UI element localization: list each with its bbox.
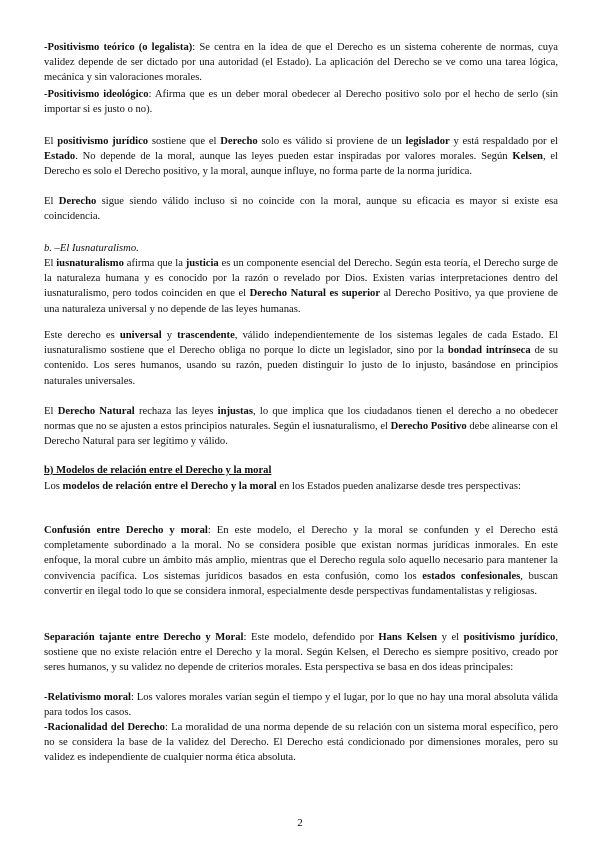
text-run: Derecho Natural bbox=[57, 406, 135, 417]
text-run: modelos de relación entre el Derecho y la moral bbox=[62, 481, 277, 492]
paragraph-relativismo bbox=[44, 690, 558, 720]
text-run: Este derecho es bbox=[44, 330, 120, 341]
text-run: , el Derecho es solo el Derecho positivo, y la moral, aunque influye, no forma parte de la norma jurídica. bbox=[44, 151, 558, 178]
paragraph-derecho-universal bbox=[44, 328, 558, 389]
text-run: injustas bbox=[217, 406, 253, 417]
text-run: b. –El Iusnaturalismo. bbox=[44, 243, 139, 254]
text-run: : En este modelo, el Derecho y la moral se confunden y el Derecho está completamente subordinado a la moral. No se considera posible que existan normas jurídicas inmorales. En este enfoque, la moral cubre un ámbito más amplio, mientras que el Derecho regula solo aquello necesario para mantener la convivencia pacífica. Los sistemas jurídicos basados en esta confusión, como los bbox=[44, 525, 558, 582]
paragraph-separacion bbox=[44, 630, 558, 676]
text-run: Derecho Positivo bbox=[390, 421, 467, 433]
text-run: : Se centra en la idea de que el Derecho es un sistema coherente de normas, cuya validez depende de ser dictado por una autoridad (el Estado). La aplicación del Derecho se ve como una tarea lógica, mecánica y sin valoraciones morales. bbox=[44, 42, 559, 84]
paragraph-positivismo-juridico bbox=[44, 134, 558, 180]
text-run: trascendente bbox=[177, 330, 235, 341]
text-run: universal bbox=[119, 330, 162, 341]
text-run: y está respaldado por el bbox=[449, 136, 558, 147]
text-run: , buscan convertir en ilegal todo lo que se considera inmoral, especialmente desde perspectivas fundamentalistas y religiosas. bbox=[44, 570, 558, 597]
text-run: Hans Kelsen bbox=[378, 632, 438, 643]
text-run: El bbox=[44, 196, 59, 207]
text-run: b) Modelos de relación entre el Derecho y la moral bbox=[44, 465, 272, 476]
text-run: Kelsen bbox=[512, 151, 543, 163]
paragraph-modelos-intro bbox=[44, 479, 558, 494]
text-run: -Relativismo moral bbox=[44, 692, 131, 703]
text-run: solo es válido si proviene de un bbox=[257, 136, 406, 147]
text-run: Derecho bbox=[220, 136, 258, 147]
text-run: al Derecho Positivo, ya que proviene de una naturaleza universal y no depende de las leyes humanas. bbox=[44, 288, 558, 315]
paragraph-derecho-natural bbox=[44, 404, 558, 450]
text-run: : Afirma que es un deber moral obedecer al Derecho positivo solo por el hecho de serlo (sin importar si es justo o no). bbox=[44, 89, 558, 116]
text-run: El bbox=[44, 406, 58, 417]
text-run: , sostiene que no existe relación entre el Derecho y la moral. Según Kelsen, el Derecho es siempre positivo, creado por seres humanos, y su validez no depende de criterios morales. Esta perspectiva se basa en dos ideas principales: bbox=[44, 632, 558, 674]
text-run: afirma que la bbox=[123, 258, 186, 269]
text-run: iusnaturalismo bbox=[56, 258, 124, 269]
text-run: El bbox=[44, 136, 58, 147]
text-run: -Racionalidad del Derecho bbox=[44, 722, 165, 733]
text-run: . No depende de la moral, aunque las leyes pueden estar inspiradas por valores morales. Según bbox=[75, 151, 513, 163]
paragraph-derecho-validez bbox=[44, 194, 558, 224]
section-heading-modelos bbox=[44, 463, 558, 478]
text-run: : Este modelo, defendido por bbox=[243, 632, 379, 643]
text-run: : Los valores morales varían según el tiempo y el lugar, por lo que no hay una moral absoluta válida para todos los casos. bbox=[44, 692, 558, 719]
text-run: Los bbox=[44, 481, 63, 492]
text-run: justicia bbox=[185, 258, 219, 269]
paragraph-positivismo-teorico bbox=[44, 40, 558, 86]
text-run: Confusión entre Derecho y moral bbox=[44, 525, 208, 536]
text-run: Derecho Natural es superior bbox=[249, 288, 381, 300]
text-run: Derecho bbox=[58, 196, 97, 207]
text-run: de su contenido. Los seres humanos, usando su razón, pueden distinguir lo justo de lo injusto, basándose en principios naturales universales. bbox=[44, 345, 558, 387]
text-run: El bbox=[44, 258, 57, 269]
text-run: en los Estados pueden analizarse desde tres perspectivas: bbox=[276, 481, 521, 492]
text-run: debe alinearse con el Derecho Natural para ser legítimo y válido. bbox=[44, 421, 558, 448]
text-run: , lo que implica que los ciudadanos tienen el derecho a no obedecer normas que no se ajusten a estos principios naturales. Según el iusnaturalismo, el bbox=[44, 406, 558, 433]
paragraph-positivismo-ideologico bbox=[44, 87, 558, 117]
text-run: Separación tajante entre Derecho y Moral bbox=[44, 632, 244, 643]
text-run: sigue siendo válido incluso si no coincide con la moral, aunque su eficacia es mayor si existe esa coincidencia. bbox=[44, 196, 558, 223]
text-run: -Positivismo teórico (o legalista) bbox=[44, 42, 193, 53]
section-heading-iusnaturalismo bbox=[44, 241, 558, 256]
text-run: rechaza las leyes bbox=[134, 406, 218, 417]
text-run: -Positivismo ideológico bbox=[44, 89, 149, 100]
text-run: sostiene que el bbox=[148, 136, 221, 147]
text-run: : La moralidad de una norma depende de su relación con un sistema moral específico, pero no se considera la base de la validez del Derecho. El Derecho está condicionado por dimensiones morales, pero su validez es independiente de cualquier norma ética absoluta. bbox=[44, 722, 558, 764]
text-run: legislador bbox=[405, 136, 450, 147]
text-run: positivismo jurídico bbox=[463, 632, 556, 643]
paragraph-racionalidad bbox=[44, 720, 558, 766]
text-run: , válido independientemente de los sistemas legales de cada Estado. El iusnaturalismo sostiene que el Derecho obliga no porque lo dicte un legislador, sino por la bbox=[44, 330, 559, 357]
text-run: Estado bbox=[44, 151, 76, 163]
paragraph-confusion bbox=[44, 523, 558, 599]
text-run: bondad intrínseca bbox=[447, 345, 531, 357]
text-run: positivismo jurídico bbox=[57, 136, 149, 147]
text-run: y el bbox=[437, 632, 464, 643]
text-run: es un componente esencial del Derecho. Según esta teoría, el Derecho surge de la naturaleza humana y es conocido por la razón o revelado por Dios. Existen varias interpretaciones dentro del iusnaturalismo, pero todos coinciden en que el bbox=[44, 258, 558, 300]
paragraph-iusnaturalismo bbox=[44, 256, 558, 317]
page-number: 2 bbox=[297, 817, 303, 829]
text-run: estados confesionales bbox=[422, 570, 521, 582]
text-run: y bbox=[161, 330, 178, 341]
